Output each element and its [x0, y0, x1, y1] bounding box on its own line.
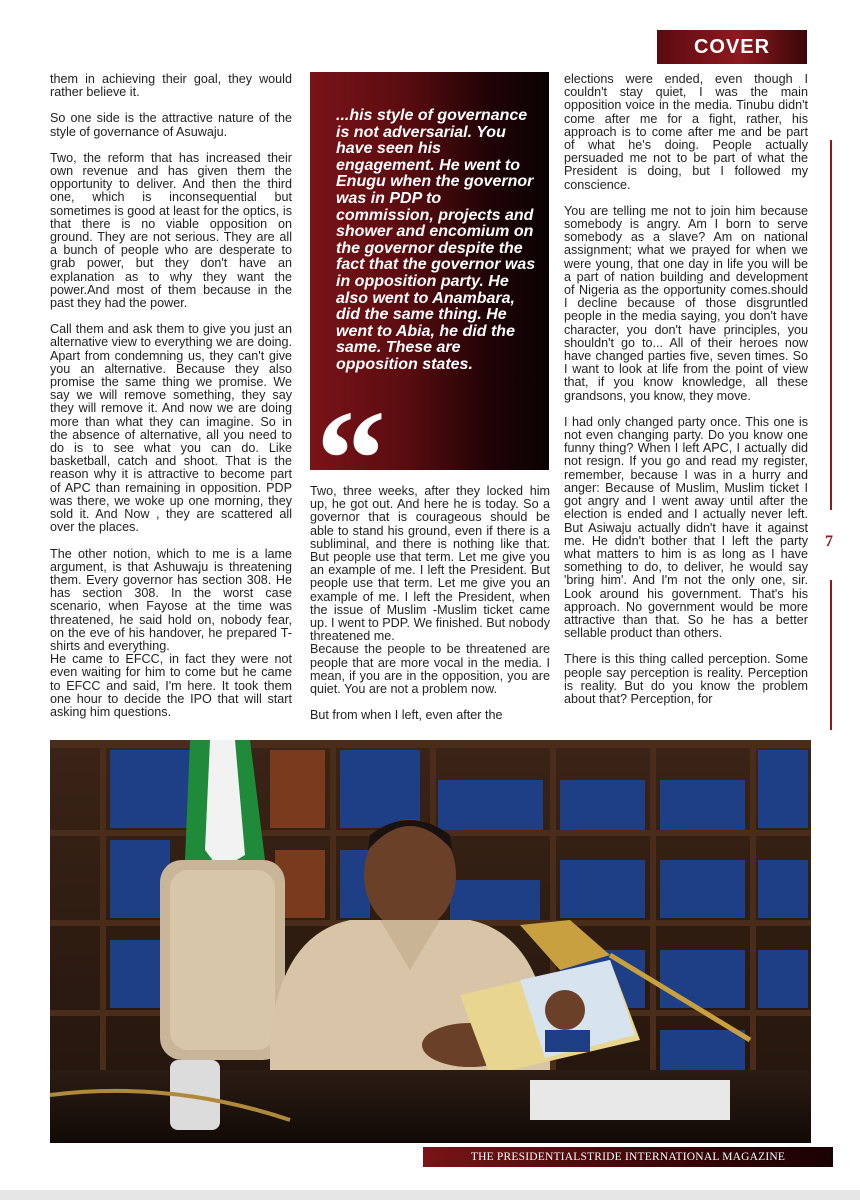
pull-quote-text: ...his style of governance is not adversarial. You have seen his engagement. He went to Enugu when the governor was in PDP to commission, projects and shower and encomium on the governor despite the fact that the governor was in opposition party. He also went to Anambara, did the same thing. He went to Abia, he did the same. These are opposition states.: [336, 107, 536, 373]
text-column-1: [50, 73, 292, 732]
paragraph: The other notion, which to me is a lame argument, is that Ashuwaju is threatening them. Every governor has section 308. He has section 308. In the worst case scenario, when Fayose at the time was threatened, he said hold on, nobody fear, on the eve of his handover, he prepared T-shirts and everything.: [50, 546, 292, 653]
paragraph: elections were ended, even though I couldn't stay quiet, I was the main opposition voice in the media. Tinubu didn't come after me for a fight, rather, his approach is to come after me and be part of what he's doing. People actually persuaded me not to be part of what the President is doing, but I followed my conscience.: [564, 72, 808, 192]
paragraph: I had only changed party once. This one is not even changing party. Do you know one funny thing? When I left APC, I actually did not resign. If you go and read my register, remember, because I was in a hurry and anger: Because of Muslim, Muslim ticket I got angry and I went away until after the election is ended and I actually never left. But Asiwaju actually didn't have it against me. He didn't bother that I left the party what matters to him is as long as I have something to do, to deliver, he would say 'bring him'. And I'm not the only one, sir. Look around his government. That's his approach. No government would be more attractive than that. So he has a better sellable product than others.: [564, 414, 808, 641]
quote-mark-icon: “: [316, 382, 386, 470]
paragraph: them in achieving their goal, they would rather believe it.: [50, 72, 292, 100]
footer-banner: THE PRESIDENTIALSTRIDE INTERNATIONAL MAGAZINE: [423, 1147, 833, 1167]
text-column-2: [310, 485, 550, 735]
paragraph: Call them and ask them to give you just an alternative view to everything we are doing. Apart from condemning us, they can't give you an alternative. Because they also promise the same thing we promise. We say we will remove something, they say they will remove it. And now we are doing more than what they can imagine. So in the absence of alternative, all you need to do is to see what you can do. Like basketball, catch and shoot. That is the reason why it is attractive to become part of APC than remaining in opposition. PDP was there, we woke up one morning, they sold it. And Now , they are scattered all over the places.: [50, 322, 292, 535]
paragraph: But from when I left, even after the: [310, 708, 503, 723]
paragraph: So one side is the attractive nature of the style of governance of Asuwaju.: [50, 111, 292, 139]
paragraph: There is this thing called perception. Some people say perception is reality. Perception is reality. But do you know the problem about that? Perception, for: [564, 652, 808, 706]
office-photo: [50, 740, 811, 1143]
office-photo-illustration: [50, 740, 811, 1143]
section-label: COVER: [657, 30, 807, 64]
paragraph: Two, three weeks, after they locked him up, he got out. And here he is today. So a governor that is courageous should be able to stand his ground, even if there is a subliminal, and there is nothing like that. But people use that term. Let me give you an example of me. I left the President. But people use that term. Let me give you an example of me. I left the President, when the issue of Muslim -Muslim ticket came up. I went to PDP. We finished. But nobody threatened me.: [310, 484, 550, 644]
side-rule-bottom: [830, 580, 832, 730]
pull-quote: [310, 72, 549, 470]
paragraph: You are telling me not to join him because somebody is angry. Am I born to serve somebody as a slave? Am on national assignment; what we prayed for when we were young, that one day in life you will be a part of nation building and development of Nigeria as the opportunity comes.should I decline because of those disgruntled people in the media saying, you don't have character, you don't have principles, you shouldn't go to... All of their heroes now have changed parties five, seven times. So I want to look at life from the point of view that, if you know knowledge, all these grandsons, you know, they move.: [564, 203, 808, 403]
paragraph: Because the people to be threatened are people that are more vocal in the media. I mean, if you are in the opposition, you are quiet. You are not a problem now.: [310, 642, 550, 697]
paragraph: Two, the reform that has increased their own revenue and has given them the opportunity to deliver. And then the third one, which is inconsequential but sometimes is good at least for the optics, is that there is no viable opposition on ground. They are not serious. They are all a bunch of people who are desperate to grab power, but they don't have an explanation as to why they want the power.And most of them because in the past they had the power.: [50, 150, 292, 311]
text-column-3: [564, 73, 808, 719]
bottom-strip: [0, 1190, 860, 1200]
paragraph: He came to EFCC, in fact they were not even waiting for him to come but he came to EFCC and said, I'm here. It took them one hour to decide the IPO that will start asking him questions.: [50, 652, 292, 719]
page-number: 7: [825, 533, 833, 550]
side-rule-top: [830, 140, 832, 510]
